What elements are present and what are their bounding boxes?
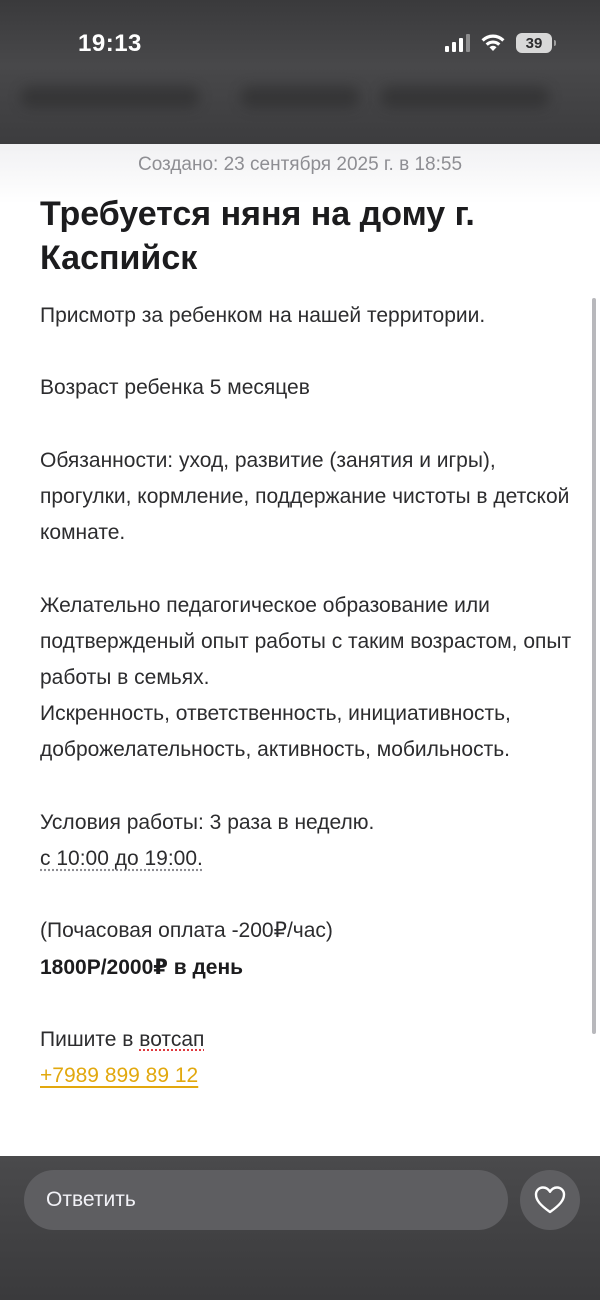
blurred-header-content xyxy=(240,86,360,108)
conditions-hours-text[interactable]: с 10:00 до 19:00. xyxy=(40,846,203,870)
age-text: Возраст ребенка 5 месяцев xyxy=(40,376,310,400)
heart-icon xyxy=(534,1185,566,1215)
intro-text: Присмотр за ребенком на нашей территории. xyxy=(40,304,486,327)
created-timestamp: Создано: 23 сентября 2025 г. в 18:55 xyxy=(137,154,463,175)
status-time: 19:13 xyxy=(78,30,142,57)
contact-prefix-text: Пишите в xyxy=(40,1027,140,1051)
contact-app-text: вотсап xyxy=(139,1027,205,1051)
qualities-text: Искренность, ответственность, инициативность, доброжелательность, активность, мобильность. xyxy=(40,702,511,762)
status-icons xyxy=(445,33,552,53)
top-header-area xyxy=(0,0,600,146)
battery-icon xyxy=(516,33,552,53)
paragraph-intro xyxy=(40,298,580,334)
blurred-header-content xyxy=(20,86,200,108)
post-title: Требуется няня на дому г. Каспийск xyxy=(40,195,475,277)
paragraph-age xyxy=(40,370,580,406)
reply-input[interactable] xyxy=(24,1170,508,1230)
reply-placeholder: Ответить xyxy=(46,1188,136,1211)
paragraph-duties xyxy=(40,443,580,552)
cellular-signal-icon xyxy=(445,34,470,52)
wifi-icon xyxy=(480,33,506,53)
scrollbar[interactable] xyxy=(592,298,596,1034)
blurred-header-content xyxy=(380,86,550,108)
like-button[interactable] xyxy=(520,1170,580,1230)
phone-link[interactable]: +7989 899 89 12 xyxy=(40,1064,199,1088)
conditions-days-text: Условия работы: 3 раза в неделю. xyxy=(40,810,375,834)
post-body xyxy=(40,298,580,1131)
bottom-reply-bar xyxy=(0,1156,600,1300)
pay-hourly-text: (Почасовая оплата -200₽/час) xyxy=(40,919,333,943)
pay-daily-text: 1800Р/2000₽ в день xyxy=(40,955,244,979)
post-card xyxy=(0,144,600,1156)
paragraph-contact xyxy=(40,1022,580,1094)
paragraph-conditions xyxy=(40,805,580,877)
paragraph-requirements xyxy=(40,588,580,769)
paragraph-pay xyxy=(40,913,580,985)
battery-level: 39 xyxy=(525,34,543,52)
requirements-text: Желательно педагогическое образование или подтвержденый опыт работы с таким возрастом, опыт работы в семьях. xyxy=(40,593,572,689)
duties-text: Обязанности: уход, развитие (занятия и игры), прогулки, кормление, поддержание чистоты в детской комнате. xyxy=(40,448,570,545)
